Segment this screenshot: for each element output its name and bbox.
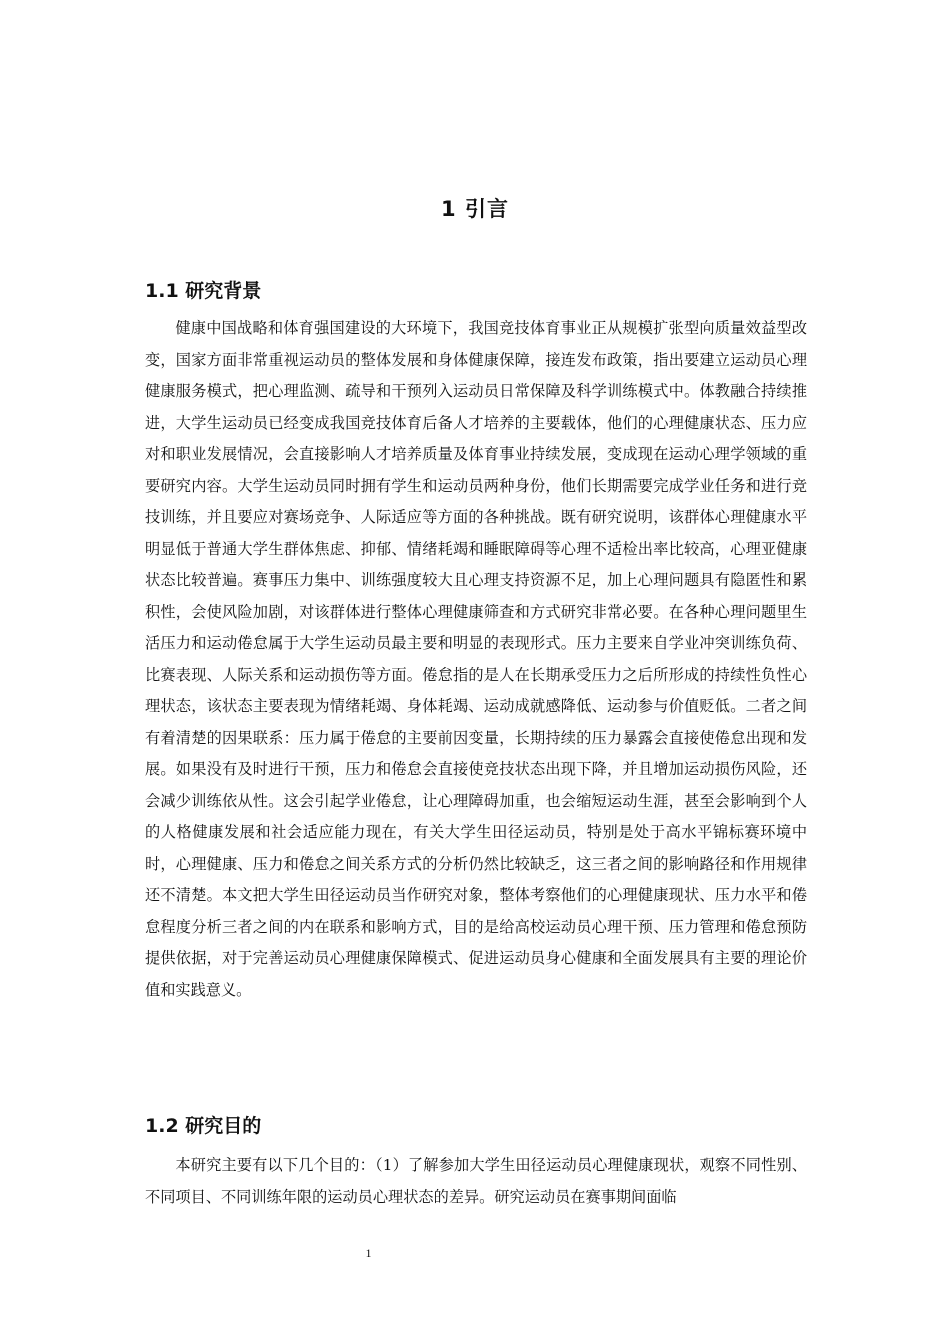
section-heading-background: 1.1 研究背景 bbox=[145, 280, 262, 302]
chapter-title: 1 引言 bbox=[441, 197, 509, 221]
section-heading-purpose: 1.2 研究目的 bbox=[145, 1115, 262, 1137]
page-number: 1 bbox=[365, 1246, 372, 1260]
paragraph-background: 健康中国战略和体育强国建设的大环境下，我国竞技体育事业正从规模扩张型向质量效益型改变，国家方面非常重视运动员的整体发展和身体健康保障，接连发布政策，指出要建立运动员心理健康服务模式，把心理监测、疏导和干预列入运动员日常保障及科学训练模式中。体教融合持续推进，大学生运动员已经变成我国竞技体育后备人才培养的主要载体，他们的心理健康状态、压力应对和职业发展情况，会直接影响人才培养质量及体育事业持续发展，变成现在运动心理学领域的重要研究内容。大学生运动员同时拥有学生和运动员两种身份，他们长期需要完成学业任务和进行竞技训练，并且要应对赛场竞争、人际适应等方面的各种挑战。既有研究说明，该群体心理健康水平明显低于普通大学生群体焦虑、抑郁、情绪耗竭和睡眠障碍等心理不适检出率比较高，心理亚健康状态比较普遍。赛事压力集中、训练强度较大且心理支持资源不足，加上心理问题具有隐匿性和累积性，会使风险加剧，对该群体进行整体心理健康筛查和方式研究非常必要。在各种心理问题里生活压力和运动倦怠属于大学生运动员最主要和明显的表现形式。压力主要来自学业冲突训练负荷、比赛表现、人际关系和运动损伤等方面。倦怠指的是人在长期承受压力之后所形成的持续性负性心理状态，该状态主要表现为情绪耗竭、身体耗竭、运动成就感降低、运动参与价值贬低。二者之间有着清楚的因果联系：压力属于倦怠的主要前因变量，长期持续的压力暴露会直接使倦怠出现和发展。如果没有及时进行干预，压力和倦怠会直接使竞技状态出现下降，并且增加运动损伤风险，还会减少训练依从性。这会引起学业倦怠，让心理障碍加重，也会缩短运动生涯，甚至会影响到个人的人格健康发展和社会适应能力现在，有关大学生田径运动员，特别是处于高水平锦标赛环境中时，心理健康、压力和倦怠之间关系方式的分析仍然比较缺乏，这三者之间的影响路径和作用规律还不清楚。本文把大学生田径运动员当作研究对象，整体考察他们的心理健康现状、压力水平和倦怠程度分析三者之间的内在联系和影响方式，目的是给高校运动员心理干预、压力管理和倦怠预防提供依据，对于完善运动员心理健康保障模式、促进运动员身心健康和全面发展具有主要的理论价值和实践意义。 bbox=[145, 319, 807, 999]
paragraph-purpose: 本研究主要有以下几个目的：（1）了解参加大学生田径运动员心理健康现状，观察不同性别、不同项目、不同训练年限的运动员心理状态的差异。研究运动员在赛事期间面临 bbox=[145, 1156, 807, 1206]
